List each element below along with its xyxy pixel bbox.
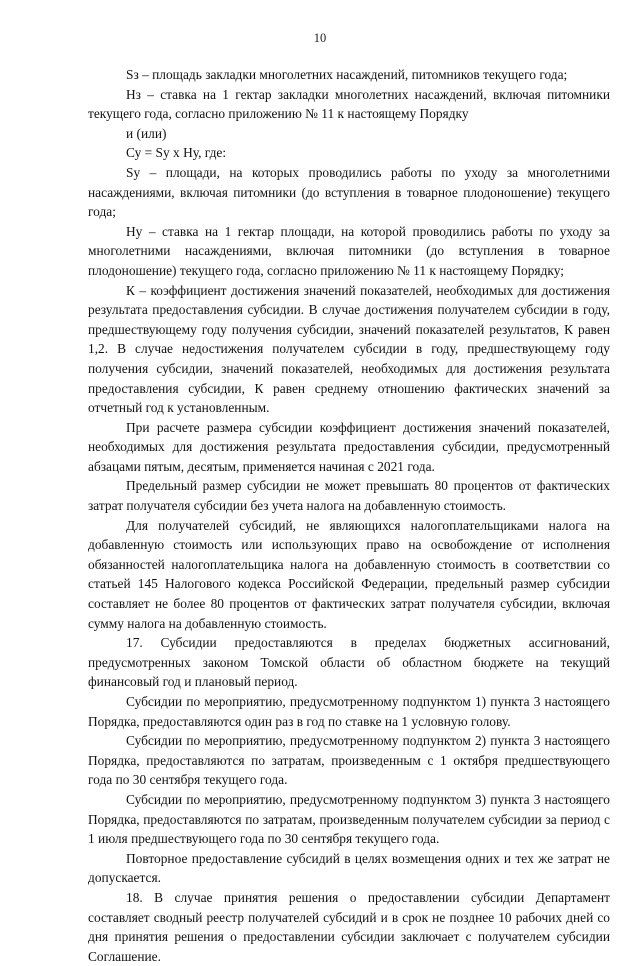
paragraph: Нз – ставка на 1 гектар закладки многолетних насаждений, включая питомники текущего года, согласно приложению № 11 к настоящему Порядку <box>88 86 610 122</box>
document-body <box>88 65 610 966</box>
paragraph: 17. Субсидии предоставляются в пределах бюджетных ассигнований, предусмотренных законом Томской области об областном бюджете на текущий финансовый год и плановый период. <box>88 635 610 690</box>
paragraph: При расчете размера субсидии коэффициент достижения значений показателей, необходимых для достижения результата предоставления субсидии, предусмотренный абзацами пятым, десятым, применяется начиная с 2021 года. <box>88 419 610 474</box>
paragraph: 18. В случае принятия решения о предоставлении субсидии Департамент составляет сводный реестр получателей субсидий и в срок не позднее 10 рабочих дней со дня принятия решения о предоставлении субсидии заключает с получателем субсидии Соглашение. <box>88 889 610 964</box>
paragraph: Предельный размер субсидии не может превышать 80 процентов от фактических затрат получателя субсидии без учета налога на добавленную стоимость. <box>88 478 610 514</box>
paragraph: Субсидии по мероприятию, предусмотренному подпунктом 3) пункта 3 настоящего Порядка, предоставляются по затратам, произведенным получателем субсидии за период с 1 июля предшествующего года по 30 сентября текущего года. <box>88 791 610 847</box>
paragraph: Субсидии по мероприятию, предусмотренному подпунктом 2) пункта 3 настоящего Порядка, предоставляются по затратам, произведенным с 1 октября предшествующего года по 30 сентября текущего года. <box>88 733 610 788</box>
paragraph: К – коэффициент достижения значений показателей, необходимых для достижения результата предоставления субсидии. В случае достижения получателем субсидии в году, предшествующему году получения субсидии, значений показателей результатов, К равен 1,2. В случае недостижения получателем субсидии в году, предшествующему году получения субсидии, значений показателей, необходимых для достижения результата предоставления субсидии, К равен среднему отношению фактических значений за отчетный год к установленным. <box>88 282 610 416</box>
formula: Су = Sу х Ну, где: <box>126 145 227 161</box>
paragraph: Для получателей субсидий, не являющихся налогоплательщиками налога на добавленную стоимость или использующих право на освобождение от исполнения обязанностей налогоплательщика налога на добавленную стоимость в соответствии со статьей 145 Налогового кодекса Российской Федерации, предельный размер субсидии составляет не более 80 процентов от фактических затрат получателя субсидии, включая сумму налога на добавленную стоимость. <box>88 517 610 631</box>
paragraph: Повторное предоставление субсидий в целях возмещения одних и тех же затрат не допускается. <box>88 850 610 886</box>
paragraph: и (или) <box>126 125 167 141</box>
paragraph: Sз – площадь закладки многолетних насаждений, питомников текущего года; <box>126 67 568 82</box>
paragraph: Ну – ставка на 1 гектар площади, на которой проводились работы по уходу за многолетними насаждениями, включая питомники (до вступления в товарное плодоношение) текущего года, согласно приложению № 11 к настоящему Порядку; <box>88 223 610 278</box>
paragraph: Sу – площади, на которых проводились работы по уходу за многолетними насаждениями, включая питомники (до вступления в товарное плодоношение) текущего года; <box>88 164 610 220</box>
paragraph: Субсидии по мероприятию, предусмотренному подпунктом 1) пункта 3 настоящего Порядка, предоставляются один раз в год по ставке на 1 условную голову. <box>88 694 610 729</box>
page-number: 10 <box>313 31 327 45</box>
